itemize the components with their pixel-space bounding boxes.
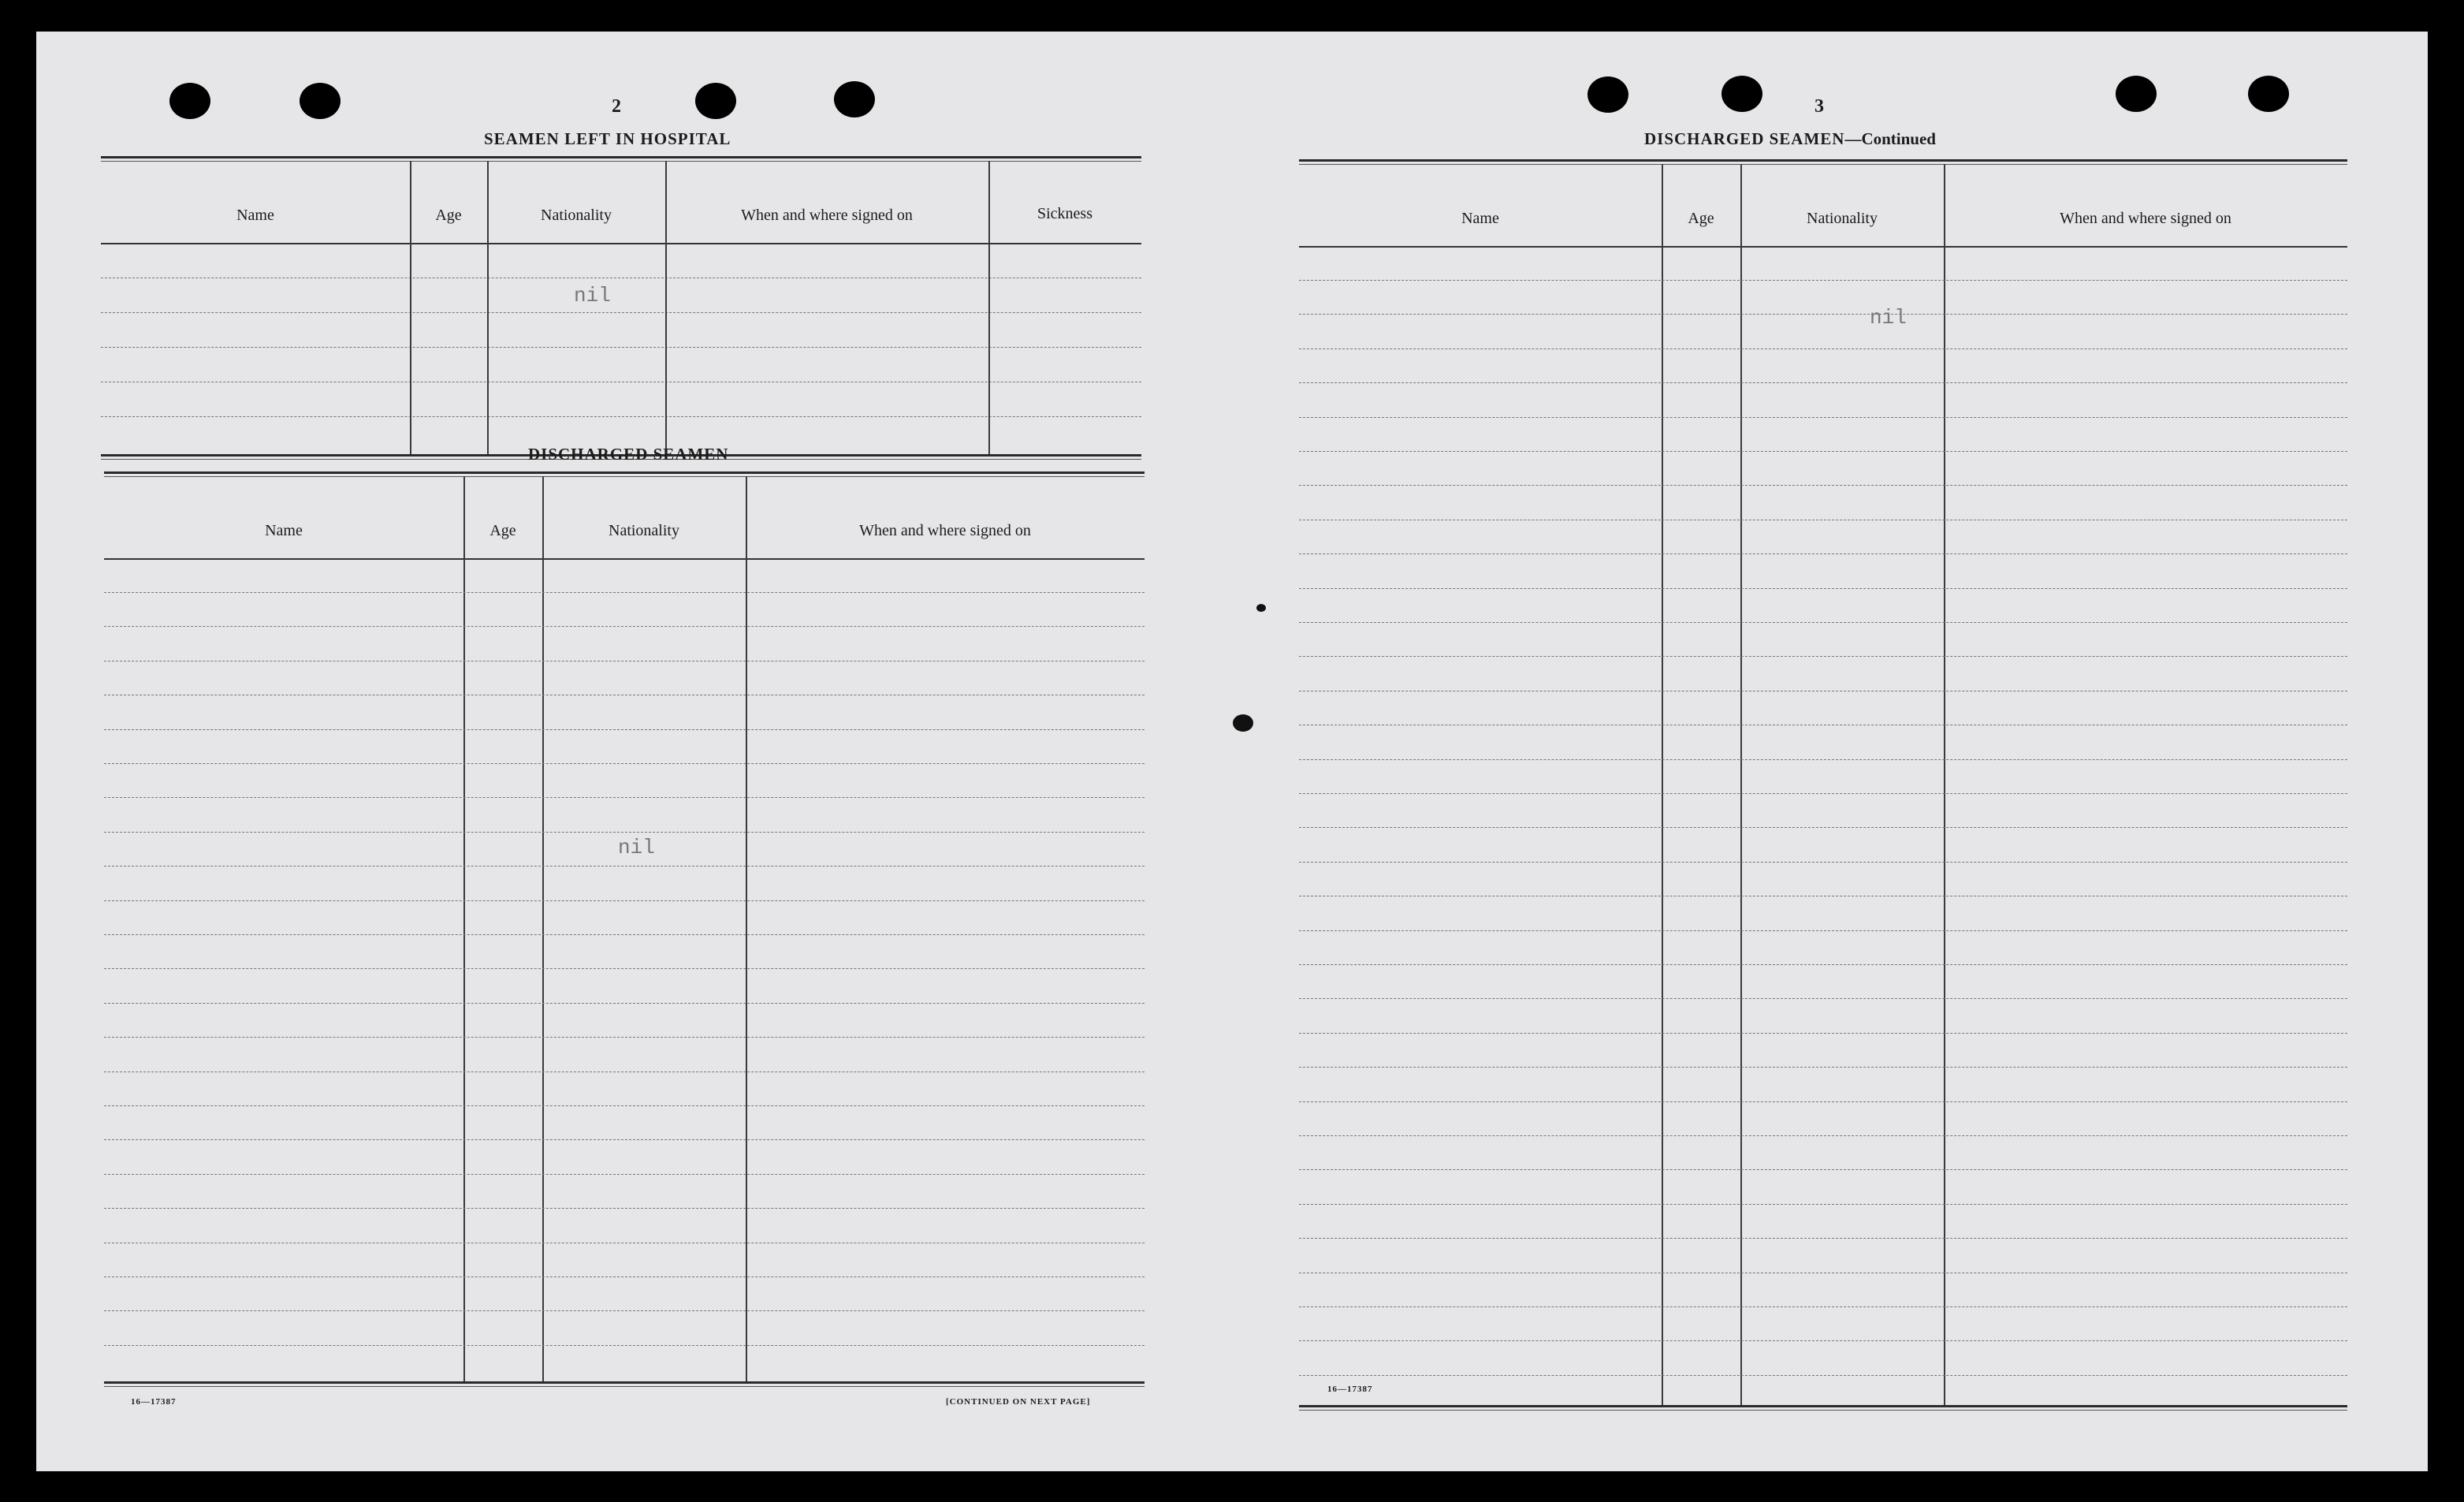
ruled-line <box>104 866 1145 867</box>
ruled-line <box>1299 314 2347 315</box>
ruled-line <box>104 592 1145 593</box>
handwritten-entry: nil <box>618 836 655 859</box>
ruled-line <box>1299 656 2347 657</box>
ruled-line <box>104 1139 1145 1140</box>
ruled-line <box>1299 382 2347 383</box>
ruled-line <box>104 968 1145 969</box>
ruled-line <box>1299 1169 2347 1170</box>
ruled-line <box>104 661 1145 662</box>
punch-hole <box>1587 76 1628 113</box>
ruled-line <box>104 1105 1145 1106</box>
column-header-nationality: Nationality <box>609 522 679 539</box>
punch-hole <box>2248 76 2289 112</box>
punch-hole <box>1721 76 1762 112</box>
ruled-line <box>1299 348 2347 349</box>
column-header-nationality: Nationality <box>541 207 612 224</box>
ruled-line <box>1299 964 2347 965</box>
ruled-line <box>1299 827 2347 828</box>
ruled-line <box>1299 1375 2347 1376</box>
punch-hole <box>169 83 210 119</box>
section-title-hospital: SEAMEN LEFT IN HOSPITAL <box>484 129 731 148</box>
ruled-line <box>104 1003 1145 1004</box>
column-header-age: Age <box>435 207 462 224</box>
ruled-line <box>1299 862 2347 863</box>
ruled-line <box>1299 622 2347 623</box>
column-header-signed-on: When and where signed on <box>741 207 913 224</box>
column-header-sickness: Sickness <box>1037 205 1092 222</box>
ruled-line <box>1299 1033 2347 1034</box>
ruled-line <box>1299 553 2347 554</box>
ink-speck <box>1256 604 1266 612</box>
ruled-line <box>1299 588 2347 589</box>
ruled-line <box>1299 451 2347 452</box>
ruled-line <box>1299 417 2347 418</box>
column-header-signed-on: When and where signed on <box>859 522 1031 539</box>
ruled-line <box>104 1174 1145 1175</box>
ruled-line <box>104 934 1145 935</box>
ruled-line <box>1299 998 2347 999</box>
section-title-discharged-continued <box>1644 129 1936 149</box>
ruled-line <box>104 1037 1145 1038</box>
page-number: 2 <box>612 96 621 117</box>
ruled-line <box>1299 485 2347 486</box>
form-number: 16—17387 <box>1327 1385 1373 1394</box>
ruled-line <box>104 626 1145 627</box>
punch-hole <box>2116 76 2157 112</box>
column-header-age: Age <box>1688 210 1714 227</box>
column-header-name: Name <box>265 522 303 539</box>
ledger-sheet <box>36 32 2428 1471</box>
ruled-line <box>104 1208 1145 1209</box>
hospital-table <box>101 156 1141 460</box>
ruled-line <box>1299 1101 2347 1102</box>
punch-hole <box>695 83 736 119</box>
column-header-nationality: Nationality <box>1807 210 1878 227</box>
ruled-line <box>104 1310 1145 1311</box>
ruled-line <box>104 729 1145 730</box>
ruled-line <box>104 900 1145 901</box>
column-header-name: Name <box>236 207 274 224</box>
ink-speck <box>1233 714 1253 732</box>
column-header-age: Age <box>489 522 516 539</box>
ruled-line <box>1299 280 2347 281</box>
ruled-line <box>104 763 1145 764</box>
ruled-line <box>1299 1340 2347 1341</box>
ruled-line <box>1299 759 2347 760</box>
ruled-line <box>1299 793 2347 794</box>
page-number: 3 <box>1815 96 1824 117</box>
ruled-line <box>1299 1204 2347 1205</box>
punch-hole <box>300 83 341 119</box>
continued-note: [CONTINUED ON NEXT PAGE] <box>946 1397 1091 1407</box>
form-number: 16—17387 <box>131 1397 177 1407</box>
section-title-discharged: DISCHARGED SEAMEN <box>528 445 729 464</box>
discharged-continued-table <box>1299 159 2347 1414</box>
ruled-line <box>104 1345 1145 1346</box>
title-main: DISCHARGED SEAMEN <box>1644 129 1845 148</box>
handwritten-entry: nil <box>1870 306 1907 330</box>
ruled-line <box>1299 1067 2347 1068</box>
ruled-line <box>1299 930 2347 931</box>
handwritten-entry: nil <box>574 284 611 307</box>
ruled-line <box>1299 1306 2347 1307</box>
column-header-signed-on: When and where signed on <box>2060 210 2231 227</box>
ruled-line <box>1299 1238 2347 1239</box>
discharged-table <box>104 471 1145 1389</box>
title-suffix: —Continued <box>1844 129 1936 148</box>
punch-hole <box>834 81 875 117</box>
ruled-line <box>1299 1135 2347 1136</box>
ruled-line <box>104 832 1145 833</box>
column-header-name: Name <box>1461 210 1499 227</box>
ruled-line <box>104 797 1145 798</box>
